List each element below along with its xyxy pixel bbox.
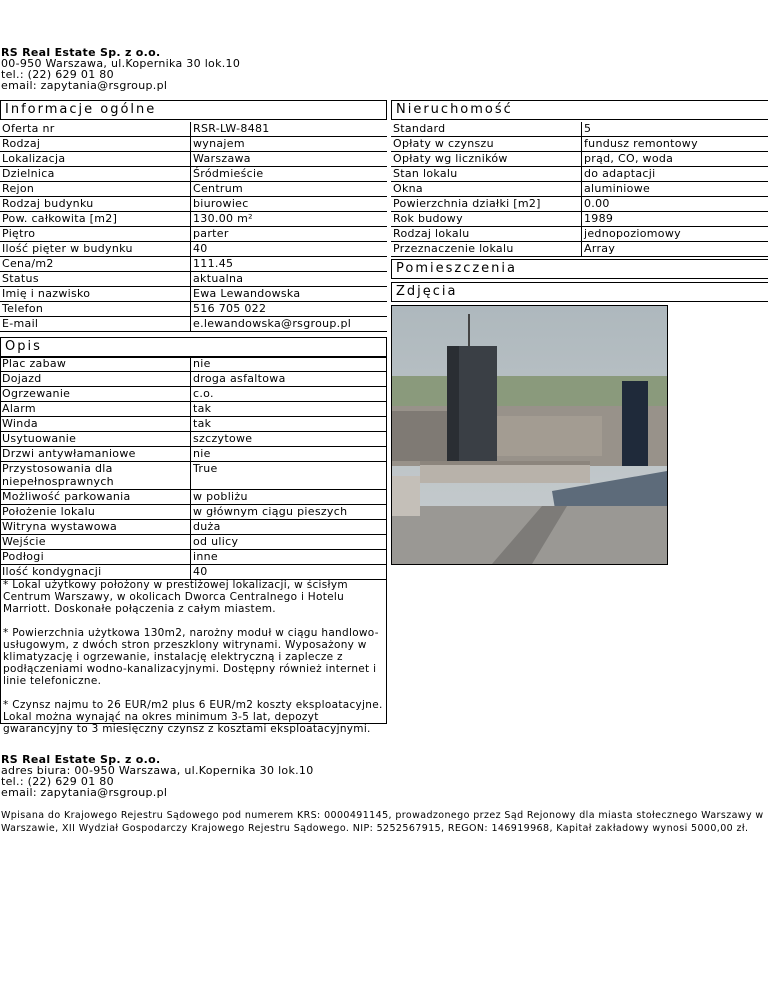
description-title: Opis xyxy=(5,339,42,354)
row-label: Rodzaj budynku xyxy=(0,197,191,212)
row-label: Cena/m2 xyxy=(0,257,191,272)
description-title-box xyxy=(0,337,387,357)
row-value: RSR-LW-8481 xyxy=(191,122,388,137)
row-value: tak xyxy=(191,402,388,417)
row-label: Rok budowy xyxy=(391,212,582,227)
table-row xyxy=(391,152,768,167)
row-value: Warszawa xyxy=(191,152,388,167)
table-row xyxy=(0,257,387,272)
table-row xyxy=(391,122,768,137)
property-title-box xyxy=(391,100,768,120)
description-paragraph-1: * Lokal użytkowy położony w prestiżowej lokalizacji, w ścisłym Centrum Warszawy, w okolicach Dworca Centralnego i Hotelu Marriott. Doskonałe połączenia z całym miastem. xyxy=(3,579,348,615)
row-label: Telefon xyxy=(0,302,191,317)
general-info-title-box xyxy=(0,100,387,120)
table-row xyxy=(0,535,387,550)
row-value: c.o. xyxy=(191,387,388,402)
description-table xyxy=(0,357,387,580)
table-row xyxy=(0,317,387,332)
row-value: Array xyxy=(582,242,768,257)
table-row xyxy=(0,302,387,317)
table-row xyxy=(0,212,387,227)
row-value: jednopoziomowy xyxy=(582,227,768,242)
row-value: Ewa Lewandowska xyxy=(191,287,388,302)
row-value: 40 xyxy=(191,242,388,257)
table-row xyxy=(391,242,768,257)
row-label: Piętro xyxy=(0,227,191,242)
row-label: Opłaty wg liczników xyxy=(391,152,582,167)
table-row xyxy=(0,227,387,242)
table-row xyxy=(0,122,387,137)
table-row xyxy=(0,152,387,167)
row-value: fundusz remontowy xyxy=(582,137,768,152)
table-row xyxy=(0,287,387,302)
table-row xyxy=(0,167,387,182)
table-row xyxy=(0,520,387,535)
description-paragraph-2: * Powierzchnia użytkowa 130m2, narożny moduł w ciągu handlowo-usługowym, z dwóch stron przeszklony witrynami. Wyposażony w klimatyzację i ogrzewanie, instalację elektryczną i zaplecze z podłączeniami wodno-kanalizacyjnymi. Dostępny również internet i linie telefoniczne. xyxy=(3,627,379,687)
table-row xyxy=(0,505,387,520)
table-row xyxy=(391,197,768,212)
table-row xyxy=(0,387,387,402)
row-label: Stan lokalu xyxy=(391,167,582,182)
row-value: biurowiec xyxy=(191,197,388,212)
row-label: Podłogi xyxy=(0,550,191,565)
row-value: od ulicy xyxy=(191,535,388,550)
table-row xyxy=(391,227,768,242)
row-label: Opłaty w czynszu xyxy=(391,137,582,152)
table-row xyxy=(0,447,387,462)
row-label: Ilość pięter w budynku xyxy=(0,242,191,257)
row-label: Alarm xyxy=(0,402,191,417)
row-value: Śródmieście xyxy=(191,167,388,182)
row-value: szczytowe xyxy=(191,432,388,447)
row-value: e.lewandowska@rsgroup.pl xyxy=(191,317,388,332)
table-row xyxy=(0,565,387,580)
row-label: Położenie lokalu xyxy=(0,505,191,520)
rooms-title: Pomieszczenia xyxy=(396,261,517,276)
footer xyxy=(1,754,314,798)
row-value: wynajem xyxy=(191,137,388,152)
table-row xyxy=(0,272,387,287)
row-value: 0.00 xyxy=(582,197,768,212)
row-label: Status xyxy=(0,272,191,287)
table-row xyxy=(391,137,768,152)
table-row xyxy=(0,182,387,197)
row-label: Ogrzewanie xyxy=(0,387,191,402)
table-row xyxy=(391,182,768,197)
row-label: Oferta nr xyxy=(0,122,191,137)
row-label: Przeznaczenie lokalu xyxy=(391,242,582,257)
row-label: Standard xyxy=(391,122,582,137)
header xyxy=(1,47,240,91)
row-label: Przystosowania dla niepełnosprawnych xyxy=(0,462,191,490)
company-address: 00-950 Warszawa, ul.Kopernika 30 lok.10 xyxy=(1,57,241,70)
table-row xyxy=(391,167,768,182)
row-label: E-mail xyxy=(0,317,191,332)
company-email: email: zapytania@rsgroup.pl xyxy=(1,79,168,92)
table-row xyxy=(0,550,387,565)
description-paragraph-3: * Czynsz najmu to 26 EUR/m2 plus 6 EUR/m2 koszty eksploatacyjne. Lokal można wynająć na okres minimum 3-5 lat, depozyt gwarancyjny to 3 miesięczny czynsz z kosztami eksploatacyjnymi. xyxy=(3,699,383,735)
table-row xyxy=(0,402,387,417)
row-value: parter xyxy=(191,227,388,242)
footer-phone: tel.: (22) 629 01 80 xyxy=(1,775,114,788)
row-value: 516 705 022 xyxy=(191,302,388,317)
table-row xyxy=(0,197,387,212)
table-row xyxy=(0,490,387,505)
row-value: prąd, CO, woda xyxy=(582,152,768,167)
row-label: Okna xyxy=(391,182,582,197)
row-label: Wejście xyxy=(0,535,191,550)
row-label: Pow. całkowita [m2] xyxy=(0,212,191,227)
row-value: 40 xyxy=(191,565,388,580)
table-row xyxy=(0,462,387,490)
row-label: Winda xyxy=(0,417,191,432)
table-row xyxy=(391,212,768,227)
row-label: Rejon xyxy=(0,182,191,197)
row-label: Dojazd xyxy=(0,372,191,387)
row-value: droga asfaltowa xyxy=(191,372,388,387)
city-photo-illustration xyxy=(392,306,667,564)
row-value: aktualna xyxy=(191,272,388,287)
footer-legal-text: Wpisana do Krajowego Rejestru Sądowego pod numerem KRS: 0000491145, prowadzonego przez Sąd Rejonowy dla miasta stołecznego Warszawy w Warszawie, XII Wydział Gospodarczy Krajowego Rejestru Sądowego. NIP: 5252567915, REGON: 146919968, Kapitał zakładowy wynosi 5000,00 zł. xyxy=(1,810,764,834)
row-value: aluminiowe xyxy=(582,182,768,197)
row-value: tak xyxy=(191,417,388,432)
general-info-table xyxy=(0,122,387,332)
row-label: Imię i nazwisko xyxy=(0,287,191,302)
row-label: Rodzaj xyxy=(0,137,191,152)
row-value: 1989 xyxy=(582,212,768,227)
table-row xyxy=(0,242,387,257)
row-value: True xyxy=(191,462,388,490)
table-row xyxy=(0,432,387,447)
property-table xyxy=(391,122,768,257)
row-label: Powierzchnia działki [m2] xyxy=(391,197,582,212)
row-label: Rodzaj lokalu xyxy=(391,227,582,242)
row-value: 5 xyxy=(582,122,768,137)
row-value: inne xyxy=(191,550,388,565)
row-label: Witryna wystawowa xyxy=(0,520,191,535)
row-label: Drzwi antywłamaniowe xyxy=(0,447,191,462)
property-photo xyxy=(391,305,668,565)
general-info-title: Informacje ogólne xyxy=(5,102,157,117)
row-value: nie xyxy=(191,357,388,372)
photos-title: Zdjęcia xyxy=(396,284,458,299)
photos-title-box xyxy=(391,282,768,302)
row-label: Lokalizacja xyxy=(0,152,191,167)
company-name: RS Real Estate Sp. z o.o. xyxy=(1,46,161,59)
row-value: do adaptacji xyxy=(582,167,768,182)
description-text xyxy=(3,579,385,735)
table-row xyxy=(0,137,387,152)
row-value: duża xyxy=(191,520,388,535)
rooms-title-box xyxy=(391,259,768,279)
row-label: Dzielnica xyxy=(0,167,191,182)
company-phone: tel.: (22) 629 01 80 xyxy=(1,68,114,81)
row-label: Plac zabaw xyxy=(0,357,191,372)
row-label: Usytuowanie xyxy=(0,432,191,447)
row-value: w pobliżu xyxy=(191,490,388,505)
table-row xyxy=(0,357,387,372)
row-value: 111.45 xyxy=(191,257,388,272)
row-value: Centrum xyxy=(191,182,388,197)
table-row xyxy=(0,417,387,432)
footer-address: adres biura: 00-950 Warszawa, ul.Kopernika 30 lok.10 xyxy=(1,764,314,777)
row-value: 130.00 m² xyxy=(191,212,388,227)
table-row xyxy=(0,372,387,387)
row-value: nie xyxy=(191,447,388,462)
footer-company-name: RS Real Estate Sp. z o.o. xyxy=(1,753,161,766)
row-label: Ilość kondygnacji xyxy=(0,565,191,580)
footer-email: email: zapytania@rsgroup.pl xyxy=(1,786,168,799)
row-label: Możliwość parkowania xyxy=(0,490,191,505)
property-title: Nieruchomość xyxy=(396,102,513,117)
row-value: w głównym ciągu pieszych xyxy=(191,505,388,520)
